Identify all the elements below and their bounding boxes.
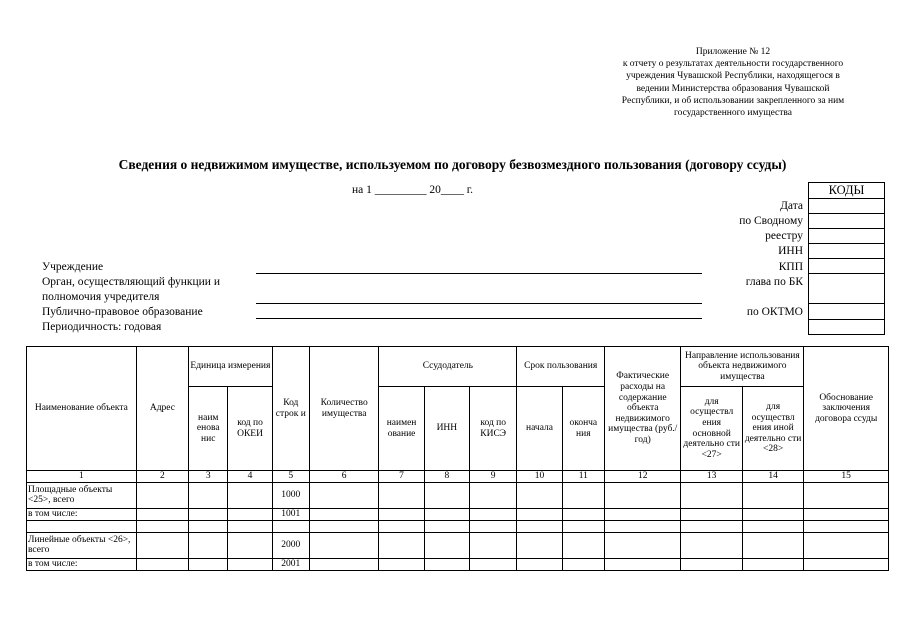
institution-field-line[interactable] bbox=[256, 273, 702, 274]
founder-label-2: полномочия учредителя bbox=[42, 291, 160, 303]
data-cell[interactable] bbox=[136, 558, 188, 570]
data-cell[interactable] bbox=[470, 482, 517, 508]
code-cell-oktmo[interactable] bbox=[809, 304, 885, 319]
data-cell[interactable] bbox=[189, 520, 228, 532]
data-cell[interactable] bbox=[189, 482, 228, 508]
data-cell[interactable] bbox=[228, 558, 272, 570]
report-date-line: на 1 _________ 20____ г. bbox=[352, 184, 474, 196]
appendix-note bbox=[598, 46, 868, 119]
column-number: 12 bbox=[604, 471, 681, 483]
data-cell[interactable] bbox=[228, 508, 272, 520]
codes-box bbox=[808, 182, 885, 335]
data-cell[interactable] bbox=[681, 508, 742, 520]
data-cell[interactable] bbox=[309, 520, 378, 532]
table-row bbox=[27, 520, 889, 532]
periodicity-label: Периодичность: годовая bbox=[42, 321, 162, 333]
code-label-date: Дата bbox=[780, 200, 803, 212]
col-header-lender: Ссудодатель bbox=[379, 347, 517, 387]
data-cell[interactable] bbox=[562, 482, 604, 508]
data-cell[interactable] bbox=[228, 482, 272, 508]
row-name-cell: Площадные объекты <25>, всего bbox=[27, 482, 137, 508]
col-header-expenses: Фактические расходы на содержание объекта недвижимого имущества (руб./год) bbox=[604, 347, 681, 471]
data-cell[interactable] bbox=[309, 532, 378, 558]
column-number: 5 bbox=[272, 471, 309, 483]
data-cell[interactable] bbox=[562, 532, 604, 558]
data-cell[interactable] bbox=[379, 508, 424, 520]
col-header-term: Срок пользования bbox=[517, 347, 605, 387]
data-cell[interactable] bbox=[189, 532, 228, 558]
column-number: 10 bbox=[517, 471, 562, 483]
col-header-direction-main: для осуществл ения основной деятельно сти <27> bbox=[681, 387, 742, 471]
col-header-address: Адрес bbox=[136, 347, 188, 471]
column-number: 2 bbox=[136, 471, 188, 483]
data-cell[interactable] bbox=[379, 558, 424, 570]
table-row bbox=[27, 508, 889, 520]
code-label-bk: глава по БК bbox=[745, 276, 803, 288]
col-header-term-end: оконча ния bbox=[562, 387, 604, 471]
col-header-term-start: начала bbox=[517, 387, 562, 471]
column-number: 15 bbox=[804, 471, 889, 483]
data-cell[interactable] bbox=[424, 482, 469, 508]
data-cell[interactable] bbox=[681, 520, 742, 532]
column-number: 3 bbox=[189, 471, 228, 483]
code-cell-registry-2[interactable] bbox=[809, 229, 885, 244]
appendix-line: учреждения Чувашской Республики, находящегося в bbox=[626, 71, 840, 82]
col-header-name: Наименование объекта bbox=[27, 347, 137, 471]
code-label-registry: по Сводному bbox=[739, 215, 803, 227]
data-cell[interactable] bbox=[604, 558, 681, 570]
column-number: 14 bbox=[742, 471, 803, 483]
column-number: 7 bbox=[379, 471, 424, 483]
table-row bbox=[27, 532, 889, 558]
data-cell[interactable] bbox=[309, 482, 378, 508]
data-cell[interactable] bbox=[804, 520, 889, 532]
row-code-cell bbox=[272, 520, 309, 532]
column-number: 4 bbox=[228, 471, 272, 483]
row-code-cell: 1001 bbox=[272, 508, 309, 520]
data-cell[interactable] bbox=[424, 508, 469, 520]
data-cell[interactable] bbox=[742, 482, 803, 508]
data-cell[interactable] bbox=[228, 532, 272, 558]
col-header-lender-inn: ИНН bbox=[424, 387, 469, 471]
col-header-line-code: Код строк и bbox=[272, 347, 309, 471]
codes-header: КОДЫ bbox=[809, 183, 885, 199]
data-cell[interactable] bbox=[517, 558, 562, 570]
col-header-lender-kise: код по КИСЭ bbox=[470, 387, 517, 471]
institution-label: Учреждение bbox=[42, 261, 104, 273]
data-cell[interactable] bbox=[189, 558, 228, 570]
col-header-direction-other: для осуществл ения иной деятельно сти <28> bbox=[742, 387, 803, 471]
data-cell[interactable] bbox=[470, 532, 517, 558]
data-cell[interactable] bbox=[742, 520, 803, 532]
data-cell[interactable] bbox=[309, 508, 378, 520]
column-number: 1 bbox=[27, 471, 137, 483]
column-number-row bbox=[27, 471, 889, 483]
data-cell[interactable] bbox=[604, 532, 681, 558]
col-header-direction: Направление использования объекта недвижимого имущества bbox=[681, 347, 804, 387]
data-cell[interactable] bbox=[742, 508, 803, 520]
appendix-line: Республики, и об использовании закрепленного за ним bbox=[621, 95, 845, 106]
row-name-cell: в том числе: bbox=[27, 508, 137, 520]
col-header-quantity: Количество имущества bbox=[309, 347, 378, 471]
data-cell[interactable] bbox=[604, 482, 681, 508]
data-cell[interactable] bbox=[136, 520, 188, 532]
data-cell[interactable] bbox=[681, 532, 742, 558]
column-number: 13 bbox=[681, 471, 742, 483]
data-cell[interactable] bbox=[604, 508, 681, 520]
appendix-line: ведении Министерства образования Чувашской bbox=[636, 83, 830, 94]
row-name-cell: Линейные объекты <26>, всего bbox=[27, 532, 137, 558]
data-cell[interactable] bbox=[804, 558, 889, 570]
data-cell[interactable] bbox=[136, 532, 188, 558]
column-number: 11 bbox=[562, 471, 604, 483]
page-title: Сведения о недвижимом имуществе, используемом по договору безвозмездного пользования (договору ссуды) bbox=[118, 157, 787, 172]
data-cell[interactable] bbox=[562, 520, 604, 532]
founder-label: Орган, осуществляющий функции и bbox=[42, 276, 220, 288]
data-cell[interactable] bbox=[517, 508, 562, 520]
col-header-basis: Обоснование заключения договора ссуды bbox=[804, 347, 889, 471]
data-cell[interactable] bbox=[309, 558, 378, 570]
table-row bbox=[27, 558, 889, 570]
table-row bbox=[27, 482, 889, 508]
code-label-inn: ИНН bbox=[778, 245, 803, 257]
data-cell[interactable] bbox=[604, 520, 681, 532]
data-cell[interactable] bbox=[517, 482, 562, 508]
appendix-line: Приложение № 12 bbox=[695, 47, 771, 57]
row-code-cell: 2001 bbox=[272, 558, 309, 570]
data-cell[interactable] bbox=[379, 532, 424, 558]
data-cell[interactable] bbox=[379, 482, 424, 508]
col-header-unit: Единица измерения bbox=[189, 347, 273, 387]
data-cell[interactable] bbox=[189, 508, 228, 520]
data-cell[interactable] bbox=[804, 482, 889, 508]
code-label-registry-2: реестру bbox=[765, 230, 803, 242]
code-cell-inn[interactable] bbox=[809, 244, 885, 259]
code-cell-date[interactable] bbox=[809, 199, 885, 214]
data-cell[interactable] bbox=[228, 520, 272, 532]
col-header-unit-okei: код по ОКЕИ bbox=[228, 387, 272, 471]
data-cell[interactable] bbox=[424, 532, 469, 558]
data-cell[interactable] bbox=[517, 532, 562, 558]
property-table bbox=[26, 346, 889, 571]
data-cell[interactable] bbox=[424, 520, 469, 532]
code-label-oktmo: по ОКТМО bbox=[746, 306, 803, 318]
row-name-cell: в том числе: bbox=[27, 558, 137, 570]
data-cell[interactable] bbox=[424, 558, 469, 570]
data-cell[interactable] bbox=[681, 558, 742, 570]
column-number: 6 bbox=[309, 471, 378, 483]
municipality-field-line[interactable] bbox=[256, 318, 702, 319]
data-cell[interactable] bbox=[804, 508, 889, 520]
data-cell[interactable] bbox=[379, 520, 424, 532]
data-cell[interactable] bbox=[804, 532, 889, 558]
data-cell[interactable] bbox=[681, 482, 742, 508]
code-cell-bk[interactable] bbox=[809, 274, 885, 304]
column-number: 9 bbox=[470, 471, 517, 483]
code-cell-periodicity[interactable] bbox=[809, 319, 885, 334]
data-cell[interactable] bbox=[136, 482, 188, 508]
data-cell[interactable] bbox=[742, 558, 803, 570]
col-header-lender-name: наимен ование bbox=[379, 387, 424, 471]
data-cell[interactable] bbox=[470, 558, 517, 570]
appendix-line: к отчету о результатах деятельности государственного bbox=[622, 59, 844, 70]
col-header-unit-name: наим енова нис bbox=[189, 387, 228, 471]
column-number: 8 bbox=[424, 471, 469, 483]
municipality-label: Публично-правовое образование bbox=[42, 306, 203, 318]
code-cell-kpp[interactable] bbox=[809, 259, 885, 274]
code-label-kpp: КПП bbox=[778, 261, 803, 273]
appendix-line: государственного имущества bbox=[674, 108, 792, 119]
founder-field-line[interactable] bbox=[256, 303, 702, 304]
data-cell[interactable] bbox=[562, 508, 604, 520]
row-code-cell: 1000 bbox=[272, 482, 309, 508]
row-name-cell bbox=[27, 520, 137, 532]
data-cell[interactable] bbox=[517, 520, 562, 532]
code-cell-registry[interactable] bbox=[809, 214, 885, 229]
data-cell[interactable] bbox=[136, 508, 188, 520]
row-code-cell: 2000 bbox=[272, 532, 309, 558]
data-cell[interactable] bbox=[742, 532, 803, 558]
data-cell[interactable] bbox=[562, 558, 604, 570]
data-cell[interactable] bbox=[470, 520, 517, 532]
data-cell[interactable] bbox=[470, 508, 517, 520]
